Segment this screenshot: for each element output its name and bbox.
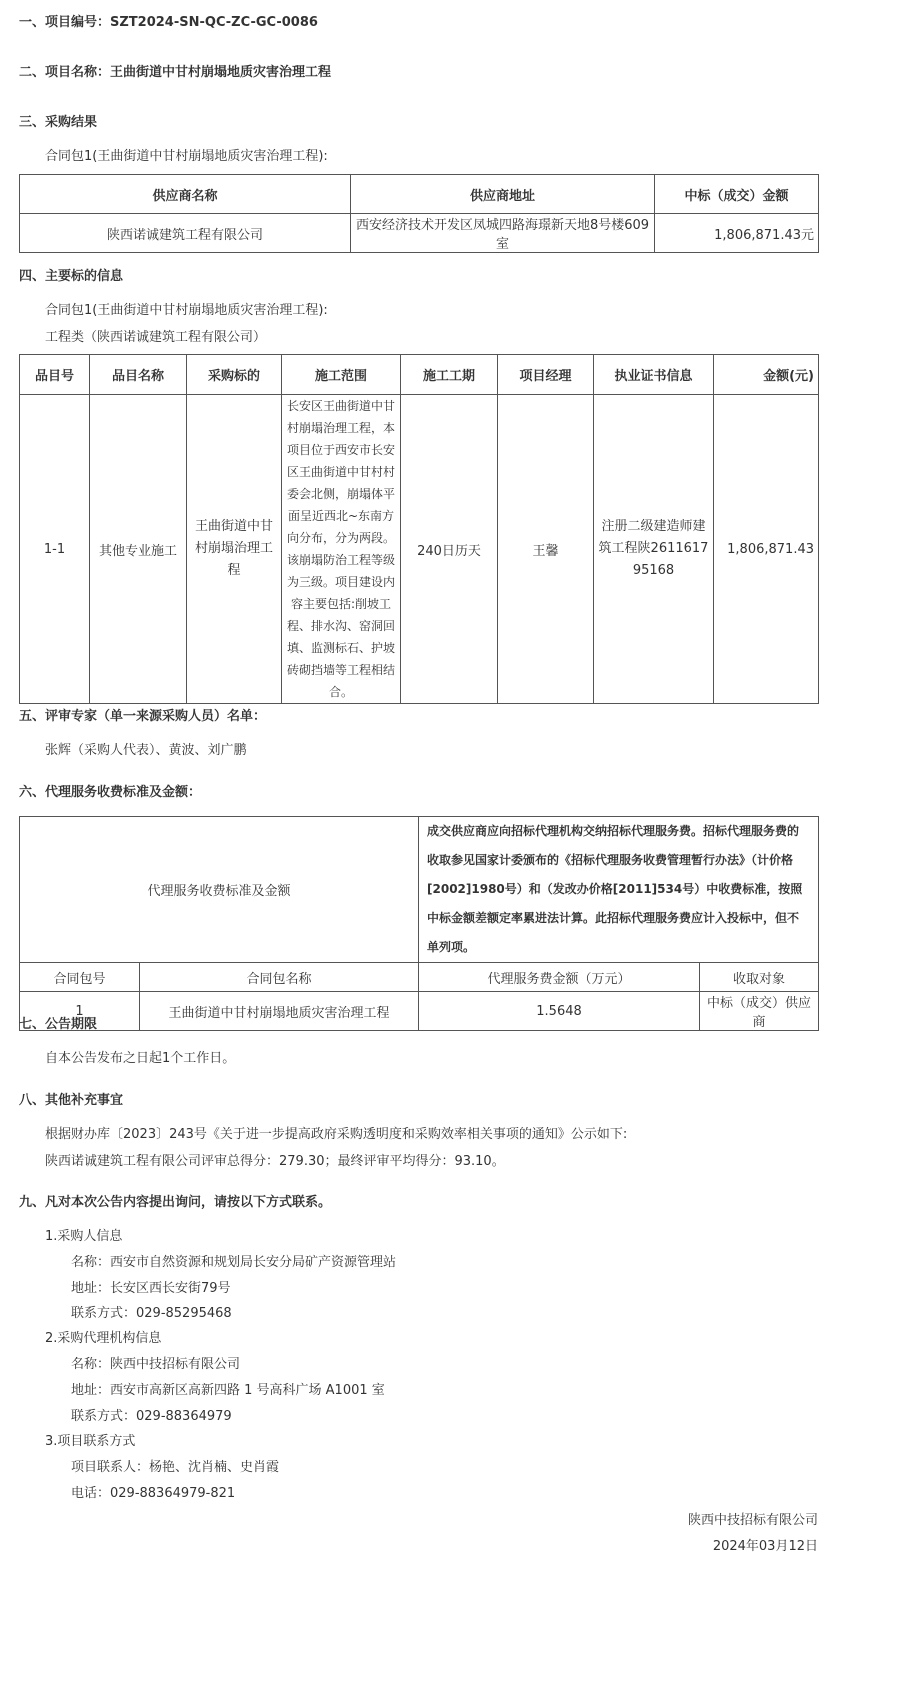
project-name [19, 61, 331, 80]
table-header-row [20, 175, 819, 214]
cell-supplier-address: 西安经济技术开发区凤城四路海璟新天地8号楼609室 [351, 214, 655, 253]
section-experts-title: 五、评审专家（单一来源采购人员）名单： [19, 709, 267, 724]
project-number-value: SZT2024-SN-QC-ZC-GC-0086 [110, 15, 318, 30]
agent-info-title: 2.采购代理机构信息 [45, 1331, 162, 1346]
header-charge-target: 收取对象 [700, 963, 819, 992]
table-header-row [20, 355, 819, 395]
other-matters-line2: 陕西诺诚建筑工程有限公司评审总得分：279.30；最终评审平均得分：93.10。 [45, 1154, 505, 1169]
procurement-result-table [19, 174, 819, 253]
agent-contact: 联系方式：029-88364979 [71, 1409, 232, 1424]
notice-period-content: 自本公告发布之日起1个工作日。 [45, 1051, 236, 1066]
agent-name: 名称：陕西中技招标有限公司 [71, 1357, 241, 1372]
project-name-value: 王曲街道中甘村崩塌地质灾害治理工程 [110, 65, 332, 80]
header-construction-scope: 施工范围 [282, 355, 401, 395]
fee-standard-label: 代理服务收费标准及金额 [20, 817, 419, 963]
header-certificate-info: 执业证书信息 [594, 355, 714, 395]
cell-certificate-info: 注册二级建造师建筑工程陕261161795168 [594, 395, 714, 704]
cell-package-no: 1 [20, 992, 140, 1031]
header-project-manager: 项目经理 [498, 355, 594, 395]
footer-date: 2024年03月12日 [712, 1539, 818, 1554]
buyer-name: 名称：西安市自然资源和规划局长安分局矿产资源管理站 [71, 1255, 397, 1270]
section-other-matters-title: 八、其他补充事宜 [19, 1093, 124, 1108]
agency-fee-table [19, 816, 819, 1031]
cell-construction-scope: 长安区王曲街道中甘村崩塌治理工程，本项目位于西安市长安区王曲街道中甘村村委会北侧，崩塌体平面呈近西北~东南方向分布，分为两段。该崩塌防治工程等级为三级。项目建设内容主要包括:削坡工程、排水沟、窑洞回填、监测标石、护坡砖砌挡墙等工程相结合。 [282, 395, 401, 704]
header-procurement-subject: 采购标的 [187, 355, 282, 395]
header-fee-amount: 代理服务费金额（万元） [419, 963, 700, 992]
header-amount: 金额(元) [714, 355, 819, 395]
cell-package-name: 王曲街道中甘村崩塌地质灾害治理工程 [140, 992, 419, 1031]
header-package-no: 合同包号 [20, 963, 140, 992]
project-contact-title: 3.项目联系方式 [45, 1434, 136, 1449]
experts-list: 张辉（采购人代表）、黄波、刘广鹏 [45, 743, 247, 758]
agent-address: 地址：西安市高新区高新四路 1 号高科广场 A1001 室 [71, 1383, 385, 1398]
table-header-row [20, 963, 819, 992]
cell-amount: 1,806,871.43 [714, 395, 819, 704]
header-supplier-name: 供应商名称 [20, 175, 351, 214]
cell-award-amount: 1,806,871.43元 [655, 214, 819, 253]
fee-standard-text: 成交供应商应向招标代理机构交纳招标代理服务费。招标代理服务费的收取参见国家计委颁布的《招标代理服务收费管理暂行办法》（计价格[2002]1980号）和（发改办价格[2011]534号）中收费标准，按照中标金额差额定率累进法计算。此招标代理服务费应计入投标中，但不单列项。 [419, 817, 819, 963]
project-name-label: 二、项目名称： [19, 65, 111, 80]
footer-organization: 陕西中技招标有限公司 [687, 1513, 818, 1528]
buyer-address: 地址：长安区西长安街79号 [71, 1281, 231, 1296]
project-number-label: 一、项目编号： [19, 15, 111, 30]
cell-procurement-subject: 王曲街道中甘村崩塌治理工程 [187, 395, 282, 704]
cell-item-no: 1-1 [20, 395, 90, 704]
cell-fee-amount: 1.5648 [419, 992, 700, 1031]
project-number [19, 11, 318, 30]
buyer-contact: 联系方式：029-85295468 [71, 1306, 232, 1321]
project-contact-phone: 电话：029-88364979-821 [71, 1486, 236, 1501]
table-row [20, 992, 819, 1031]
procurement-result-package: 合同包1(王曲街道中甘村崩塌地质灾害治理工程): [45, 149, 328, 164]
section-agency-fee-title: 六、代理服务收费标准及金额： [19, 785, 202, 800]
project-contact-people: 项目联系人：杨艳、沈肖楠、史肖霞 [71, 1460, 280, 1475]
section-notice-period-title: 七、公告期限 [19, 1017, 98, 1032]
header-construction-period: 施工工期 [401, 355, 498, 395]
main-items-category: 工程类（陕西诺诚建筑工程有限公司） [45, 330, 267, 345]
main-items-table [19, 354, 819, 704]
main-items-package: 合同包1(王曲街道中甘村崩塌地质灾害治理工程): [45, 303, 328, 318]
cell-supplier-name: 陕西诺诚建筑工程有限公司 [20, 214, 351, 253]
section-procurement-result-title: 三、采购结果 [19, 115, 98, 130]
table-row [20, 395, 819, 704]
section-contact-title: 九、凡对本次公告内容提出询问，请按以下方式联系。 [19, 1195, 332, 1210]
cell-charge-target: 中标（成交）供应商 [700, 992, 819, 1031]
cell-project-manager: 王馨 [498, 395, 594, 704]
header-item-name: 品目名称 [90, 355, 187, 395]
section-main-items-title: 四、主要标的信息 [19, 269, 124, 284]
buyer-info-title: 1.采购人信息 [45, 1229, 123, 1244]
header-supplier-address: 供应商地址 [351, 175, 655, 214]
cell-item-name: 其他专业施工 [90, 395, 187, 704]
header-package-name: 合同包名称 [140, 963, 419, 992]
cell-construction-period: 240日历天 [401, 395, 498, 704]
table-row [20, 214, 819, 253]
header-item-no: 品目号 [20, 355, 90, 395]
header-award-amount: 中标（成交）金额 [655, 175, 819, 214]
other-matters-line1: 根据财办库〔2023〕243号《关于进一步提高政府采购透明度和采购效率相关事项的通知》公示如下: [45, 1127, 628, 1142]
fee-standard-row [20, 817, 819, 963]
